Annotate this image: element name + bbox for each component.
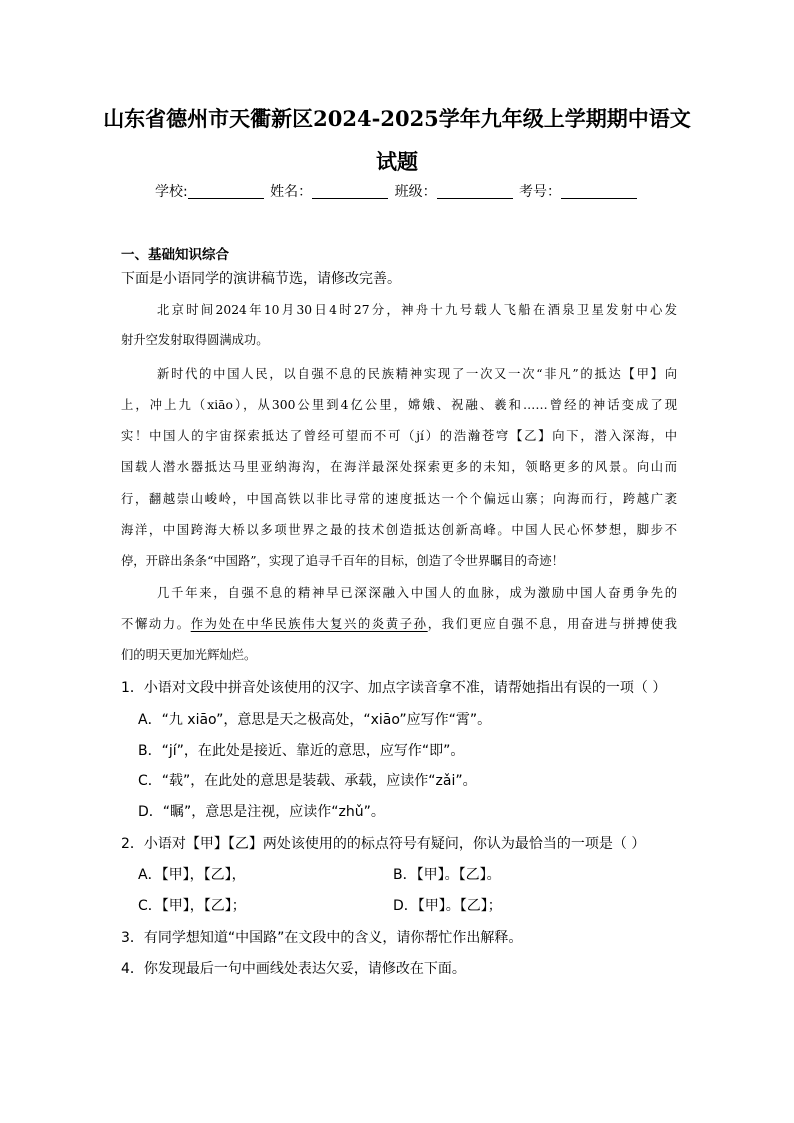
underlined-phrase: 作为处在中华民族伟大复兴的炎黄子孙 xyxy=(190,617,428,631)
exam-number-label: 考号： xyxy=(519,184,562,200)
school-blank[interactable] xyxy=(188,184,264,199)
section-heading: 一、基础知识综合 xyxy=(121,247,229,263)
passage-line: 海洋，中国跨海大桥以多项世界之最的技术创造抵达创新高峰。中国人民心怀梦想，脚步不 xyxy=(121,523,677,537)
name-blank[interactable] xyxy=(312,184,388,199)
passage-line: 北京时间2024年10月30日4时27分，神舟十九号载人飞船在酒泉卫星发射中心发 xyxy=(157,303,677,317)
passage-line: 新时代的中国人民，以自强不息的民族精神实现了一次又一次“非凡”的抵达【甲】向 xyxy=(157,367,677,381)
question-1-option-c[interactable]: C．“载”，在此处的意思是装载、承载，应读作“zǎi”。 xyxy=(138,773,477,789)
passage-text: 不懈动力。 xyxy=(121,617,191,631)
section-intro: 下面是小语同学的演讲稿节选，请修改完善。 xyxy=(121,271,401,287)
student-info-row xyxy=(0,181,794,201)
passage-line: 国载人潜水器抵达马里亚纳海沟，在海洋最深处探索更多的未知，领略更多的风景。向山而 xyxy=(121,460,677,474)
exam-title-line2: 试题 xyxy=(376,149,418,174)
passage-line: 上，冲上九（xiāo），从300公里到4亿公里，嫦娥、祝融、羲和……曾经的神话变成了现 xyxy=(121,398,677,412)
question-1-stem: 1．小语对文段中拼音处该使用的汉字、加点字读音拿不准，请帮她指出有误的一项（ ） xyxy=(121,680,667,696)
class-blank[interactable] xyxy=(437,184,513,199)
question-2-option-a[interactable]: A．【甲】，【乙】， xyxy=(138,867,246,883)
question-2-option-b[interactable]: B．【甲】。【乙】。 xyxy=(393,867,501,883)
class-label: 班级： xyxy=(394,184,437,200)
passage-line: 射升空发射取得圆满成功。 xyxy=(121,333,269,347)
passage-line: 行，翻越崇山峻岭，中国高铁以非比寻常的速度抵达一个个偏远山寨；向海而行，跨越广袤 xyxy=(121,492,677,506)
question-2-option-c[interactable]: C．【甲】，【乙】； xyxy=(138,898,246,914)
question-2-option-d[interactable]: D．【甲】。【乙】； xyxy=(393,898,502,914)
passage-line: 们的明天更加光辉灿烂。 xyxy=(121,648,257,662)
question-2-stem: 2．小语对【甲】【乙】两处该使用的的标点符号有疑问，你认为最恰当的一项是（ ） xyxy=(121,836,646,852)
school-label: 学校: xyxy=(154,184,188,200)
question-1-option-a[interactable]: A．“九 xiāo”，意思是天之极高处，“xiāo”应写作“霄”。 xyxy=(138,712,492,728)
question-4-stem: 4．你发现最后一句中画线处表达欠妥，请修改在下面。 xyxy=(121,961,466,977)
name-label: 姓名： xyxy=(270,184,313,200)
question-1-option-d[interactable]: D．“瞩”，意思是注视，应读作“zhǔ”。 xyxy=(138,804,385,820)
passage-line: 停，开辟出条条“中国路”，实现了追寻千百年的目标，创造了令世界瞩目的奇迹！ xyxy=(121,554,564,568)
passage-line-with-underline xyxy=(121,614,677,632)
exam-number-blank[interactable] xyxy=(561,184,637,199)
passage-line: 几千年来，自强不息的精神早已深深融入中国人的血脉，成为激励中国人奋勇争先的 xyxy=(157,586,677,600)
question-1-option-b[interactable]: B．“jí”，在此处是接近、靠近的意思，应写作“即”。 xyxy=(138,743,465,759)
exam-title-line1: 山东省德州市天衢新区2024-2025学年九年级上学期期中语文 xyxy=(103,106,691,131)
passage-line: 实！中国人的宇宙探索抵达了曾经可望而不可（jí）的浩瀚苍穹【乙】向下，潜入深海，中 xyxy=(121,429,677,443)
question-3-stem: 3．有同学想知道“中国路”在文段中的含义，请你帮忙作出解释。 xyxy=(121,930,523,946)
passage-text: ，我们更应自强不息，用奋进与拼搏使我 xyxy=(427,617,677,631)
